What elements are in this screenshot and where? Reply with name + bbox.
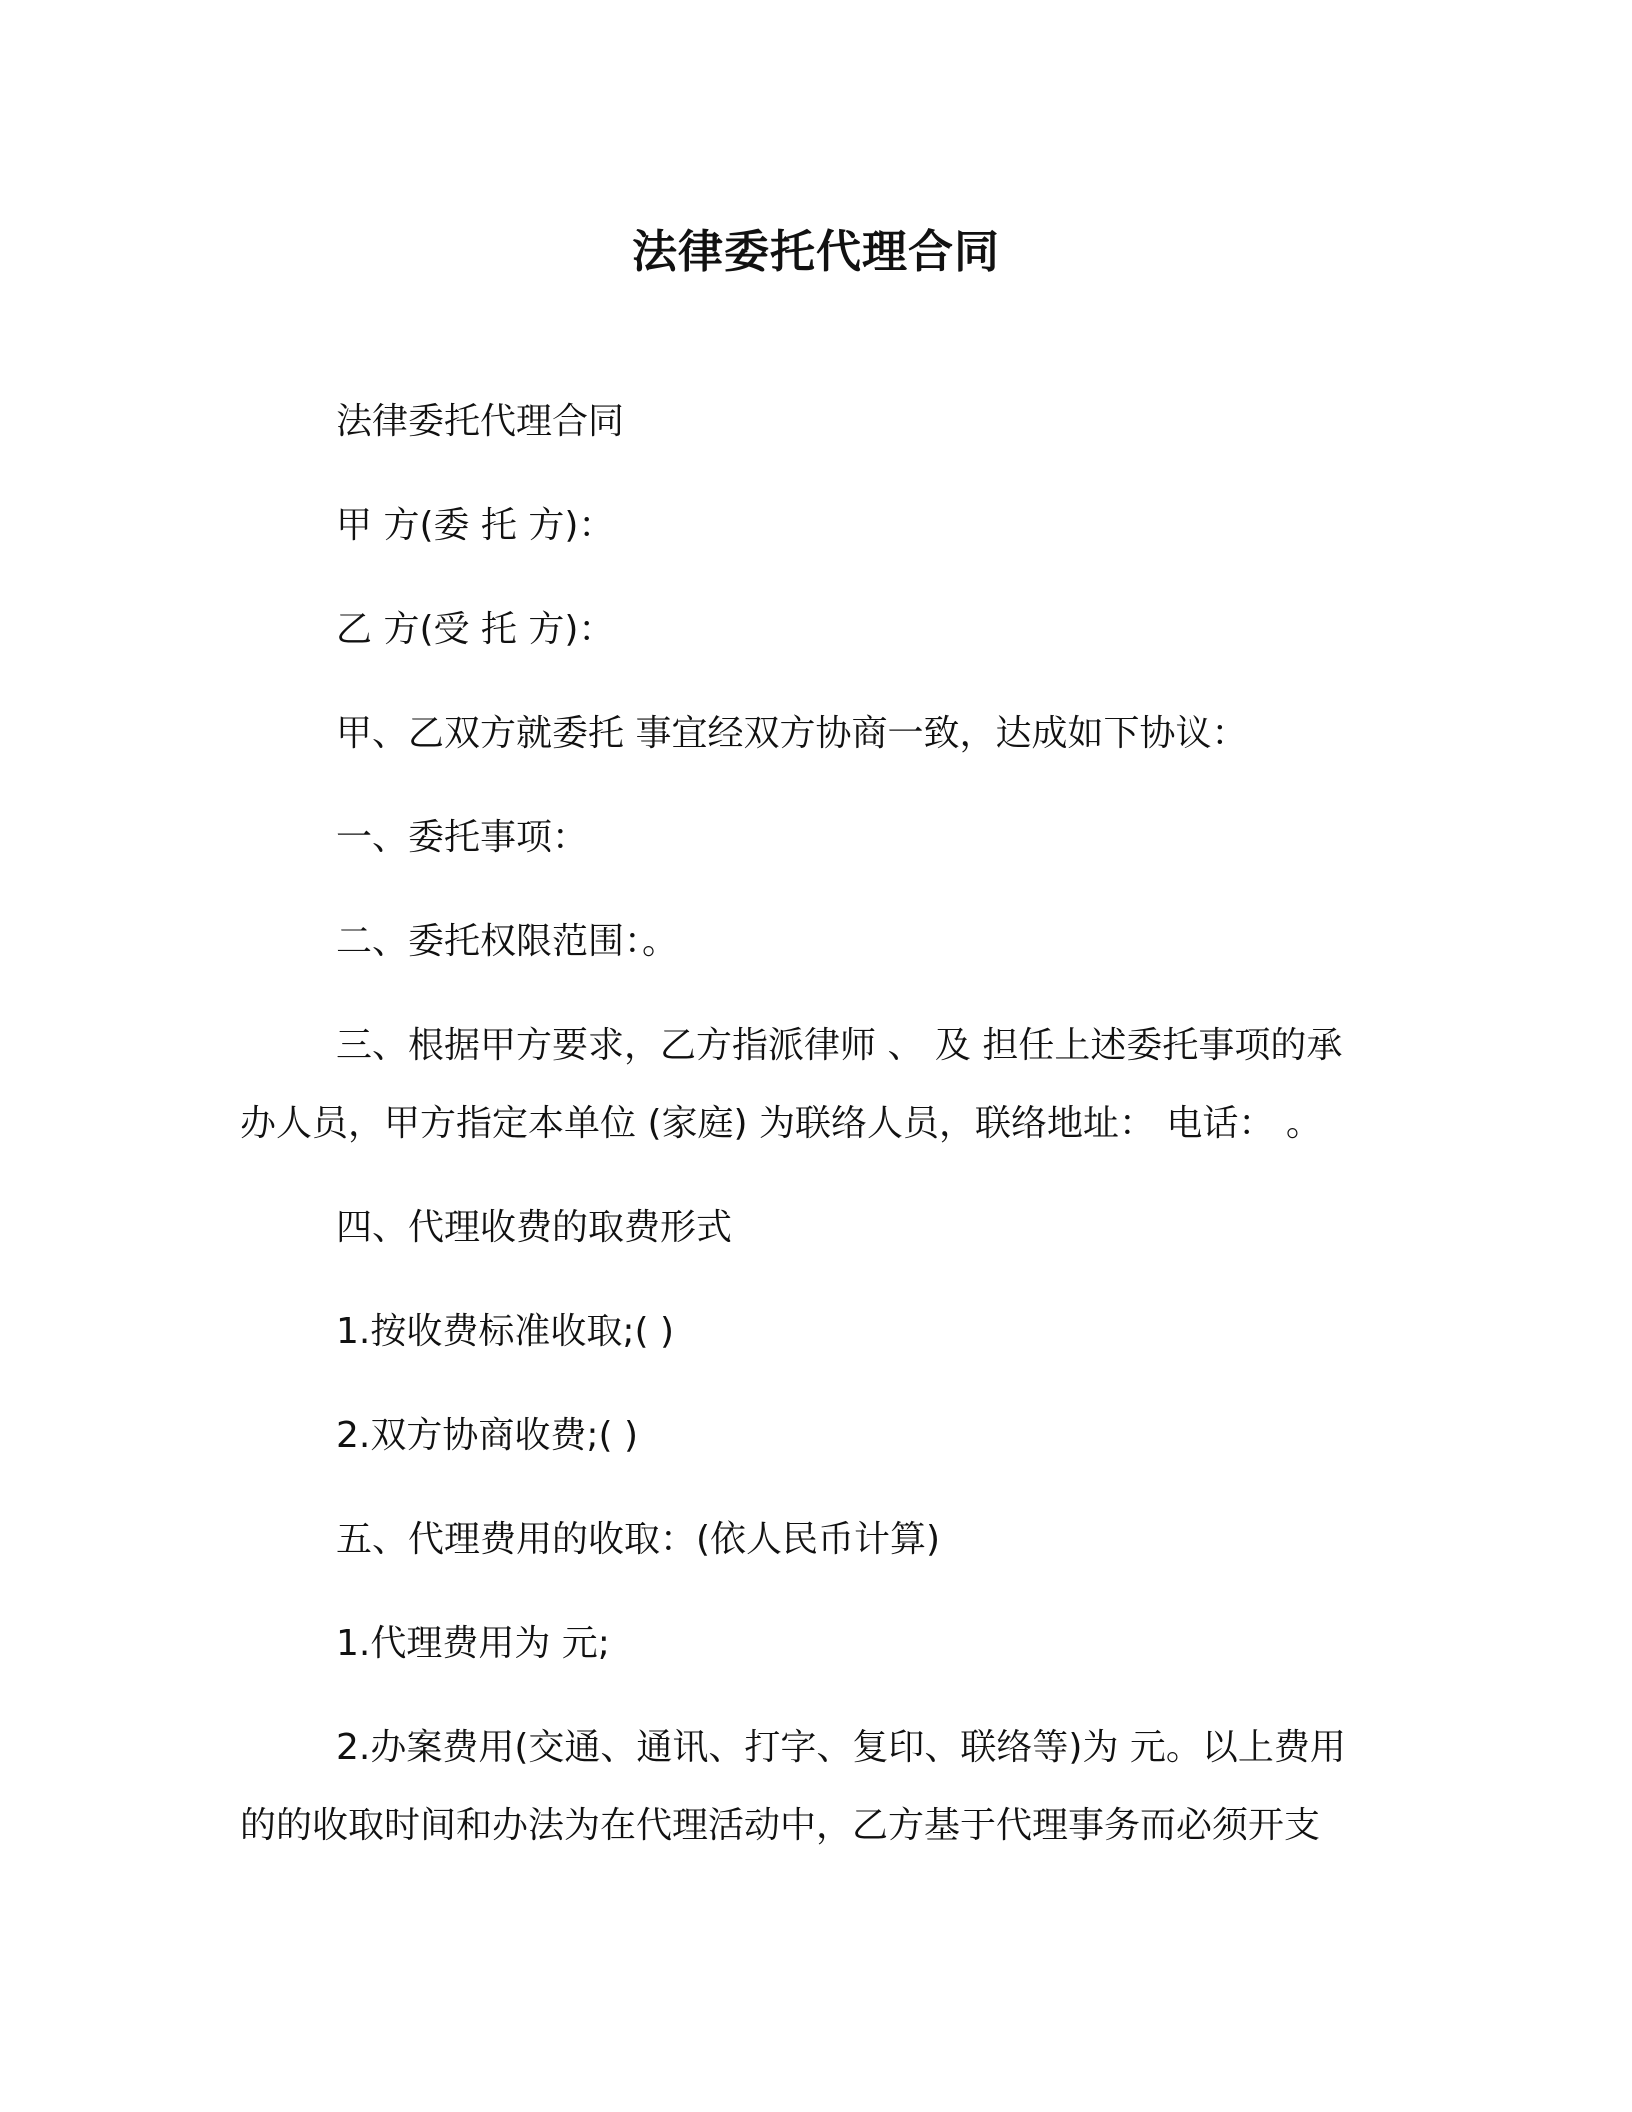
- paragraph-clause-4-item-1: 1.按收费标准收取;( ): [336, 1311, 675, 1352]
- document-title: 法律委托代理合同: [631, 225, 1000, 278]
- paragraph-clause-5-item-2-line-2: 的的收取时间和办法为在代理活动中，乙方基于代理事务而必须开支: [240, 1805, 1321, 1846]
- paragraph-clause-1: 一、委托事项：: [336, 817, 589, 858]
- paragraph-clause-5: 五、代理费用的收取：(依人民币计算): [336, 1519, 941, 1560]
- paragraph-clause-5-item-2-line-1: 2.办案费用(交通、通讯、打字、复印、联络等)为 元。以上费用: [336, 1727, 1346, 1768]
- paragraph-clause-3-line-2: 办人员，甲方指定本单位 (家庭) 为联络人员，联络地址： 电话： 。: [240, 1103, 1322, 1144]
- paragraph-clause-5-item-1: 1.代理费用为 元;: [336, 1623, 610, 1664]
- paragraph-subtitle: 法律委托代理合同: [336, 401, 625, 442]
- paragraph-agreement-intro: 甲、乙双方就委托 事宜经双方协商一致，达成如下协议：: [336, 713, 1248, 754]
- paragraph-clause-3-line-1: 三、根据甲方要求，乙方指派律师 、 及 担任上述委托事项的承: [336, 1025, 1343, 1066]
- paragraph-clause-4: 四、代理收费的取费形式: [336, 1207, 733, 1248]
- paragraph-party-a: 甲 方(委 托 方)：: [336, 505, 615, 546]
- paragraph-clause-2: 二、委托权限范围：。: [336, 921, 679, 962]
- paragraph-clause-4-item-2: 2.双方协商收费;( ): [336, 1415, 639, 1456]
- paragraph-party-b: 乙 方(受 托 方)：: [336, 609, 615, 650]
